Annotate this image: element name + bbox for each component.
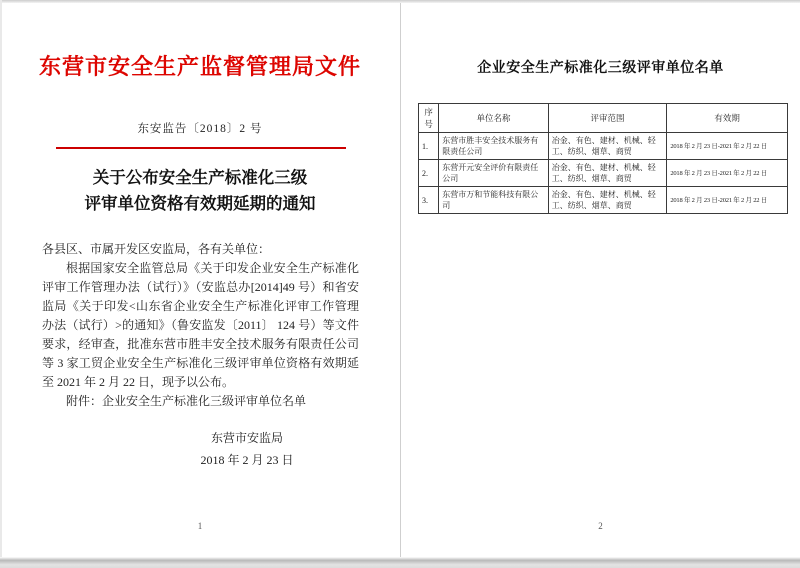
notice-title (0, 165, 400, 217)
cell-unit-name: 东营市万和节能科技有限公司 (439, 187, 548, 214)
notice-title-line1: 关于公布安全生产标准化三级 (92, 168, 308, 187)
cell-validity-period: 2018 年 2 月 23 日-2021 年 2 月 22 日 (667, 133, 788, 160)
window-bottom-edge (0, 557, 800, 568)
red-divider-line (56, 147, 346, 149)
cell-review-scope: 冶金、有色、建材、机械、轻工、纺织、烟草、商贸 (548, 133, 667, 160)
window-top-edge (0, 0, 800, 3)
table-row (419, 187, 788, 214)
notice-title-line2: 评审单位资格有效期延期的通知 (84, 194, 316, 213)
signature-block (199, 427, 295, 471)
page-number-2: 2 (598, 521, 603, 531)
table-row (419, 133, 788, 160)
cell-serial-number: 1. (419, 133, 439, 160)
masthead-title: 东营市安全生产监督管理局文件 (38, 54, 361, 79)
cell-unit-name: 东营开元安全评价有限责任公司 (439, 160, 548, 187)
table-header-row (419, 104, 788, 133)
header-unit-name: 单位名称 (439, 104, 548, 133)
attachment-list-title: 企业安全生产标准化三级评审单位名单 (477, 61, 724, 76)
issuing-authority: 东营市安监局 (210, 431, 283, 445)
cell-unit-name: 东营市胜丰安全技术服务有限责任公司 (439, 133, 548, 160)
cell-serial-number: 2. (419, 160, 439, 187)
cell-validity-period: 2018 年 2 月 23 日-2021 年 2 月 22 日 (667, 160, 788, 187)
body-paragraph: 根据国家安全监管总局《关于印发企业安全生产标准化评审工作管理办法（试行）》（安监总办[2014]49 号）和省安监局《关于印发<山东省企业安全生产标准化评审工作管理办法（试行）>的通知》（鲁安监发〔2011〕 124 号）等文件要求，经审查，批准东营市胜丰安全技术服务有限责任公司等 3 家工贸企业安全生产标准化三级评审单位资格有效期延至 2021 年 2 月 22 日，现予以公布。 (42, 261, 359, 389)
document-number: 东安监告〔2018〕2 号 (137, 123, 263, 135)
page-number-1: 1 (197, 521, 203, 531)
window-left-edge (0, 0, 2, 568)
page-2 (401, 0, 800, 557)
table-row (419, 160, 788, 187)
header-validity-period: 有效期 (667, 104, 788, 133)
notice-body (42, 240, 359, 411)
page-1 (0, 0, 400, 557)
header-serial-number: 序号 (419, 104, 439, 133)
cell-serial-number: 3. (419, 187, 439, 214)
cell-review-scope: 冶金、有色、建材、机械、轻工、纺织、烟草、商贸 (548, 187, 667, 214)
cell-review-scope: 冶金、有色、建材、机械、轻工、纺织、烟草、商贸 (548, 160, 667, 187)
header-review-scope: 评审范围 (548, 104, 667, 133)
issue-date: 2018 年 2 月 23 日 (200, 453, 294, 467)
salutation: 各县区、市属开发区安监局，各有关单位： (42, 242, 271, 256)
cell-validity-period: 2018 年 2 月 23 日-2021 年 2 月 22 日 (667, 187, 788, 214)
review-units-table (418, 103, 788, 214)
attachment-reference: 附件：企业安全生产标准化三级评审单位名单 (66, 394, 307, 408)
